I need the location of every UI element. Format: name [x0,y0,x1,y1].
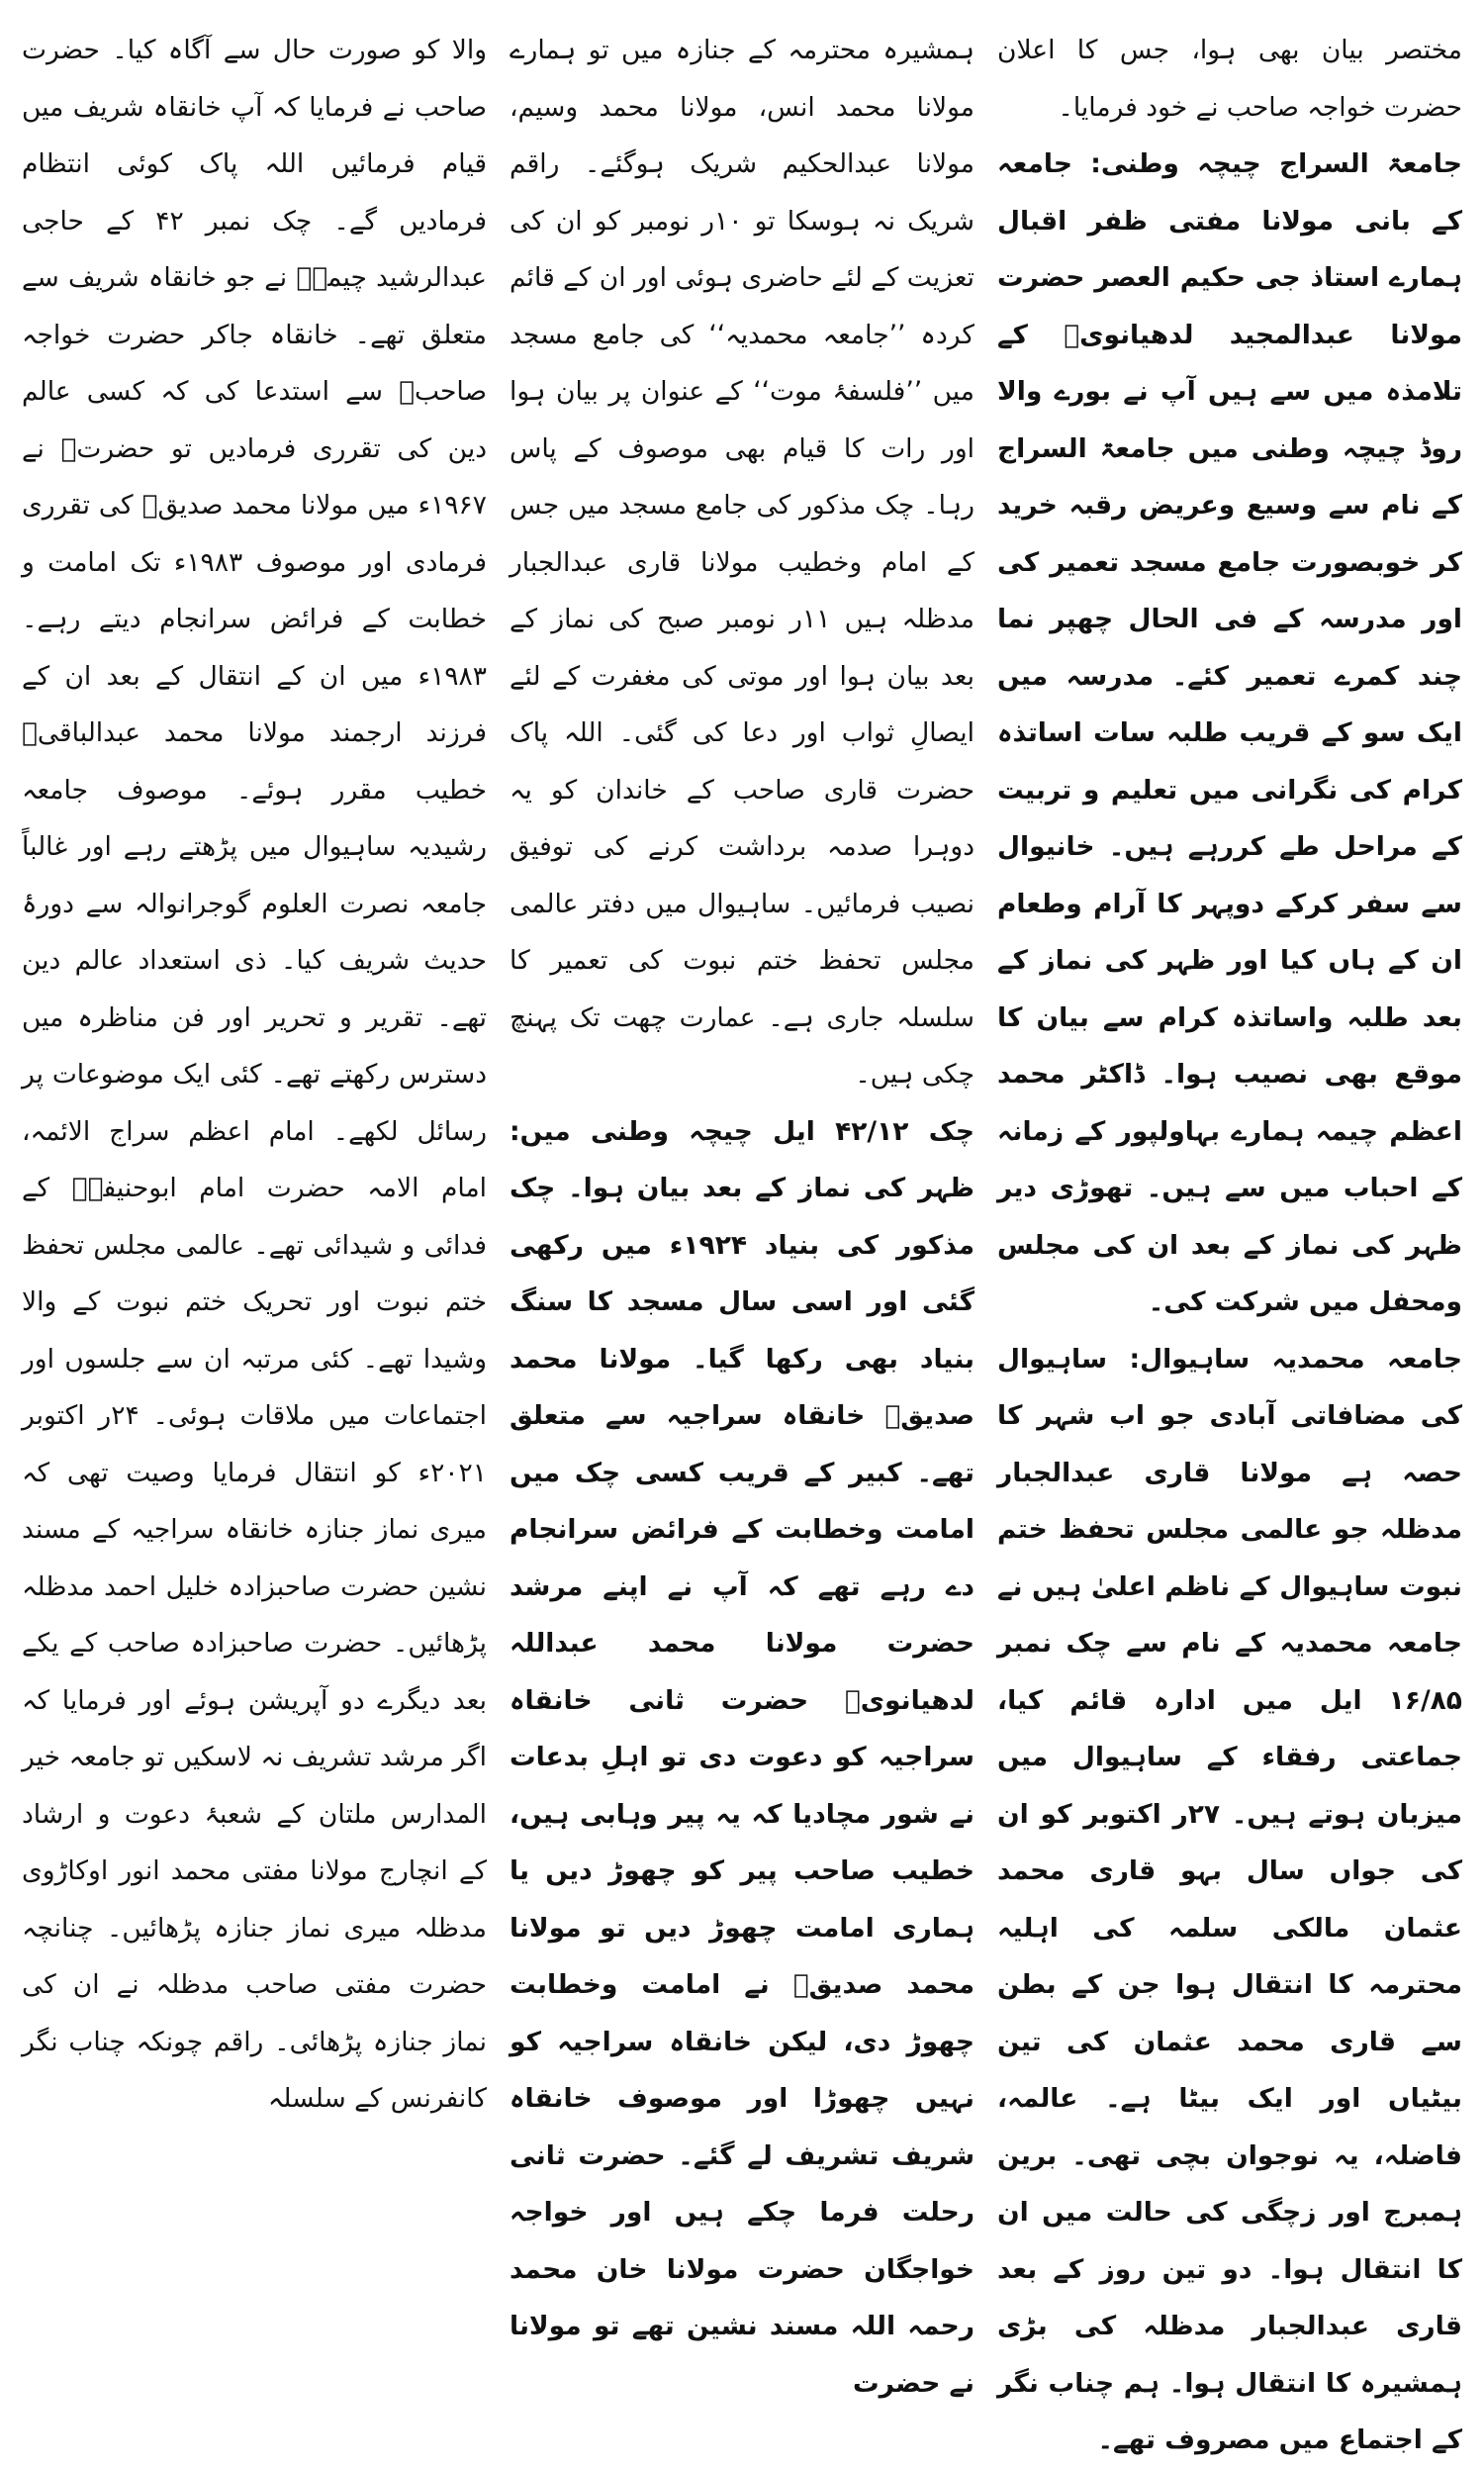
section-text: جامعہ کے بانی مولانا مفتی ظفر اقبال ہمارے استاذ جی حکیم العصر حضرت مولانا عبدالمجید لدھیانویؒ کے تلامذہ میں سے ہیں آپ نے بورے والا روڈ چیچہ وطنی میں جامعۃ السراج کے نام سے وسیع وعریض رقبہ خرید کر خوبصورت جامع مسجد تعمیر کی اور مدرسہ کے فی الحال چھپر نما چند کمرے تعمیر کئے۔ مدرسہ میں ایک سو کے قریب طلبہ سات اساتذہ کرام کی نگرانی میں تعلیم و تربیت کے مراحل طے کررہے ہیں۔ خانیوال سے سفر کرکے دوپہر کا آرام وطعام ان کے ہاں کیا اور ظہر کی نماز کے بعد طلبہ واساتذہ کرام سے بیان کا موقع بھی نصیب ہوا۔ ڈاکٹر محمد اعظم چیمہ ہمارے بہاولپور کے زمانہ کے احباب میں سے ہیں۔ تھوڑی دیر ظہر کی نماز کے بعد ان کی مجلس ومحفل میں شرکت کی۔ [997,148,1462,1317]
section-paragraph [997,136,1462,1331]
section-text: ساہیوال کی مضافاتی آبادی جو اب شہر کا حصہ ہے مولانا قاری عبدالجبار مدظلہ جو عالمی مجلس تحفظ ختم نبوت ساہیوال کے ناظم اعلیٰ ہیں نے جامعہ محمدیہ کے نام سے چک نمبر ۱۶/۸۵ ایل میں ادارہ قائم کیا، جماعتی رفقاء کے ساہیوال میں میزبان ہوتے ہیں۔ ۲۷ر اکتوبر کو ان کی جواں سال بہو قاری محمد عثمان مالکی سلمہ کی اہلیہ محترمہ کا انتقال ہوا جن کے بطن سے قاری محمد عثمان کی تین بیٹیاں اور ایک بیٹا ہے۔ عالمہ، فاضلہ، یہ نوجوان بچی تھی۔ برین ہمبرج اور زچگی کی حالت میں ان کا انتقال ہوا۔ دو تین روز کے بعد قاری عبدالجبار مدظلہ کی بڑی ہمشیرہ کا انتقال ہوا۔ ہم چناب نگر کے اجتماع میں مصروف تھے۔ [997,1343,1462,2455]
section-heading: جامعہ محمدیہ ساہیوال: [1129,1343,1462,1375]
column-right [997,22,1462,2455]
column-gap [974,22,997,2155]
section-paragraph [997,1331,1462,2469]
column-gap [487,22,510,2155]
paragraph: والا کو صورت حال سے آگاہ کیا۔ حضرت صاحب نے فرمایا کہ آپ خانقاہ شریف میں قیام فرمائیں اللہ پاک کوئی انتظام فرمادیں گے۔ چک نمبر ۴۲ کے حاجی عبدالرشید چیمہؒ نے جو خانقاہ شریف سے متعلق تھے۔ خانقاہ جاکر حضرت خواجہ صاحبؒ سے استدعا کی کہ کسی عالم دین کی تقرری فرمادیں تو حضرتؒ نے ۱۹۶۷ء میں مولانا محمد صدیقؒ کی تقرری فرمادی اور موصوف ۱۹۸۳ء تک امامت و خطابت کے فرائض سرانجام دیتے رہے۔ ۱۹۸۳ء میں ان کے انتقال کے بعد ان کے فرزند ارجمند مولانا محمد عبدالباقیؒ خطیب مقرر ہوئے۔ موصوف جامعہ رشیدیہ ساہیوال میں پڑھتے رہے اور غالباً جامعہ نصرت العلوم گوجرانوالہ سے دورۂ حدیث شریف کیا۔ ذی استعداد عالم دین تھے۔ تقریر و تحریر اور فن مناظرہ میں دسترس رکھتے تھے۔ کئی ایک موضوعات پر رسائل لکھے۔ امام اعظم سراج الائمہ، امام الامہ حضرت امام ابوحنیفہؒ کے فدائی و شیدائی تھے۔ عالمی مجلس تحفظ ختم نبوت اور تحریک ختم نبوت کے والا وشیدا تھے۔ کئی مرتبہ ان سے جلسوں اور اجتماعات میں ملاقات ہوئی۔ ۲۴ر اکتوبر ۲۰۲۱ء کو انتقال فرمایا وصیت تھی کہ میری نماز جنازہ خانقاہ سراجیہ کے مسند نشین حضرت صاحبزادہ خلیل احمد مدظلہ پڑھائیں۔ حضرت صاحبزادہ صاحب کے یکے بعد دیگرے دو آپریشن ہوئے اور فرمایا کہ اگر مرشد تشریف نہ لاسکیں تو جامعہ خیر المدارس ملتان کے شعبۂ دعوت و ارشاد کے انچارج مولانا مفتی محمد انور اوکاڑوی مدظلہ میری نماز جنازہ پڑھائیں۔ چنانچہ حضرت مفتی صاحب مدظلہ نے ان کی نماز جنازہ پڑھائی۔ راقم چونکہ چناب نگر کانفرنس کے سلسلہ [22,35,488,2114]
column-middle [510,22,975,2399]
paragraph: مختصر بیان بھی ہوا، جس کا اعلان حضرت خواجہ صاحب نے خود فرمایا۔ [997,35,1462,123]
section-heading: چک ۴۲/۱۲ ایل چیچہ وطنی میں: [510,1115,974,1147]
column-left [22,22,487,2155]
section-paragraph [510,1103,974,2413]
section-heading: جامعۃ السراج چیچہ وطنی: [1090,148,1462,179]
document-page [22,22,1462,2455]
section-text: ظہر کی نماز کے بعد بیان ہوا۔ چک مذکور کی بنیاد ۱۹۲۴ء میں رکھی گئی اور اسی سال مسجد کا سنگ بنیاد بھی رکھا گیا۔ مولانا محمد صدیقؒ خانقاہ سراجیہ سے متعلق تھے۔ کبیر کے قریب کسی چک میں امامت وخطابت کے فرائض سرانجام دے رہے تھے کہ آپ نے اپنے مرشد حضرت مولانا محمد عبداللہ لدھیانویؒ حضرت ثانی خانقاہ سراجیہ کو دعوت دی تو اہلِ بدعات نے شور مچادیا کہ یہ پیر وہابی ہیں، خطیب صاحب پیر کو چھوڑ دیں یا ہماری امامت چھوڑ دیں تو مولانا محمد صدیقؒ نے امامت وخطابت چھوڑ دی، لیکن خانقاہ سراجیہ کو نہیں چھوڑا اور موصوف خانقاہ شریف تشریف لے گئے۔ حضرت ثانی رحلت فرما چکے ہیں اور خواجہ خواجگان حضرت مولانا خان محمد رحمہ اللہ مسند نشین تھے تو مولانا نے حضرت [510,1173,975,2399]
paragraph: ہمشیرہ محترمہ کے جنازہ میں تو ہمارے مولانا محمد انس، مولانا محمد وسیم، مولانا عبدالحکیم شریک ہوگئے۔ راقم شریک نہ ہوسکا تو ۱۰ر نومبر کو ان کی تعزیت کے لئے حاضری ہوئی اور ان کے قائم کردہ ’’جامعہ محمدیہ‘‘ کی جامع مسجد میں ’’فلسفۂ موت‘‘ کے عنوان پر بیان ہوا اور رات کا قیام بھی موصوف کے پاس رہا۔ چک مذکور کی جامع مسجد میں جس کے امام وخطیب مولانا قاری عبدالجبار مدظلہ ہیں ۱۱ر نومبر صبح کی نماز کے بعد بیان ہوا اور موتی کی مغفرت کے لئے ایصالِ ثواب اور دعا کی گئی۔ اللہ پاک حضرت قاری صاحب کے خاندان کو یہ دوہرا صدمہ برداشت کرنے کی توفیق نصیب فرمائیں۔ ساہیوال میں دفتر عالمی مجلس تحفظ ختم نبوت کی تعمیر کا سلسلہ جاری ہے۔ عمارت چھت تک پہنچ چکی ہیں۔ [510,35,975,1090]
